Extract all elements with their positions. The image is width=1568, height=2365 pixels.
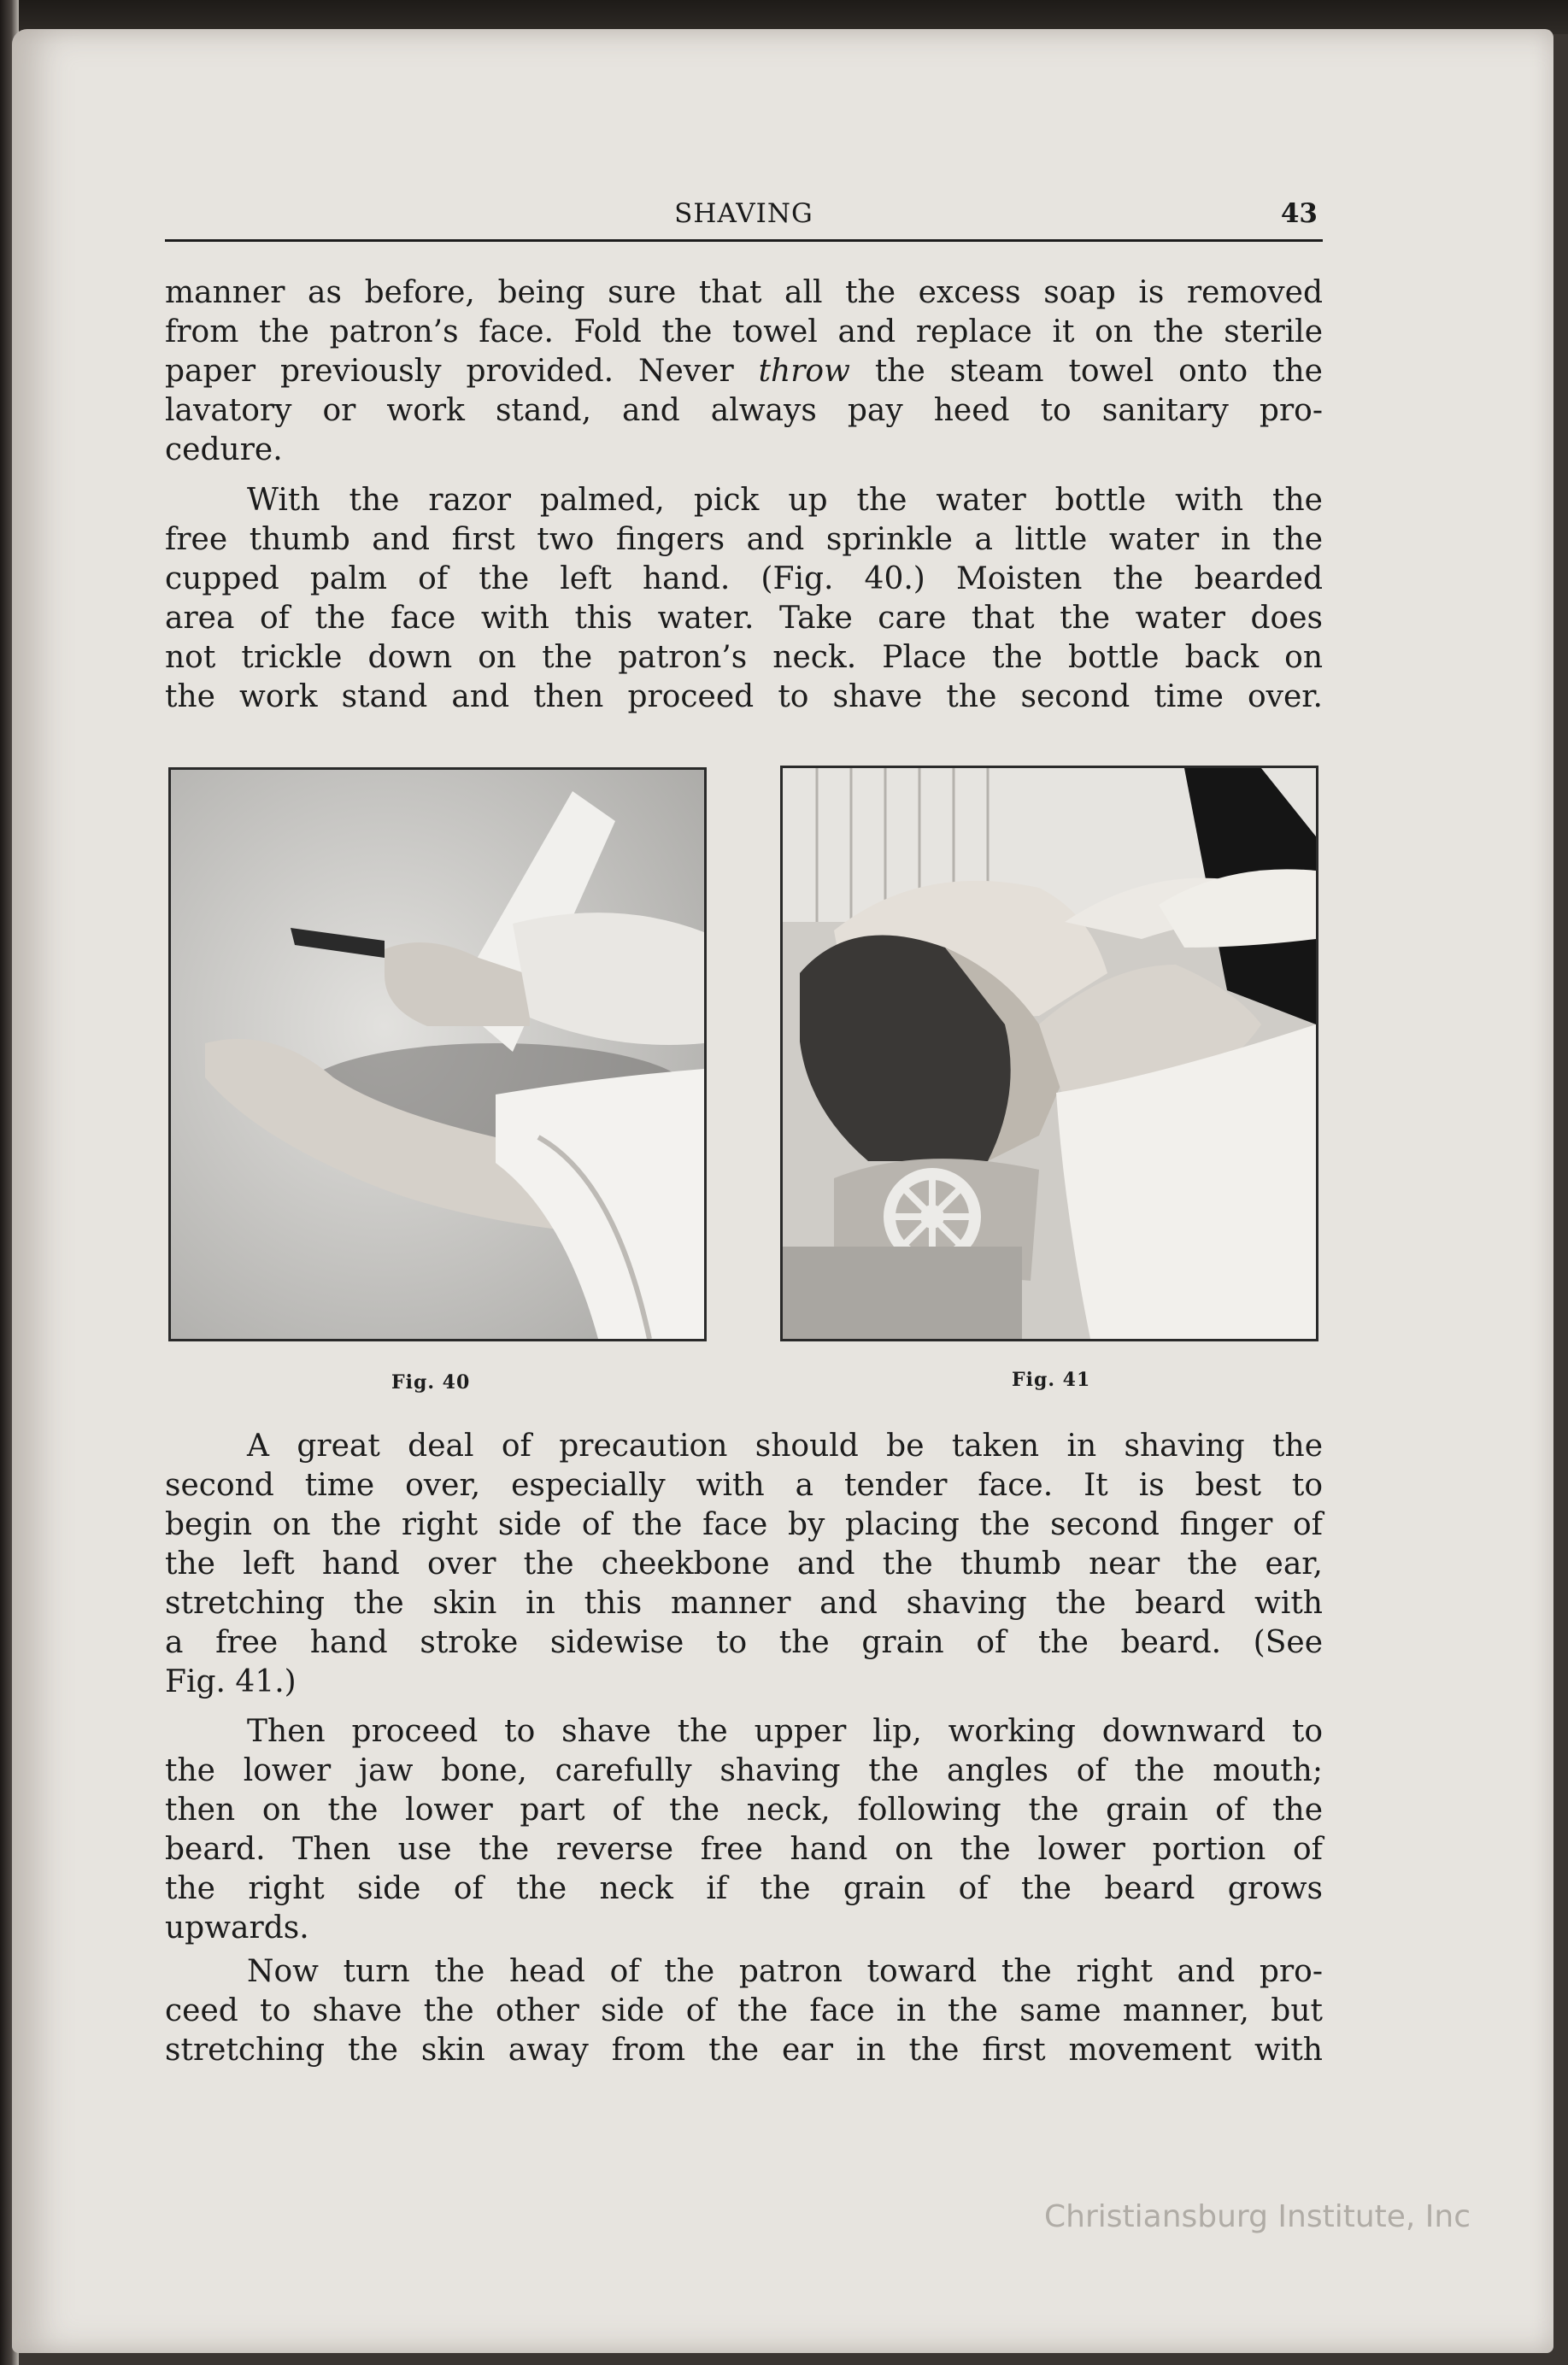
- text-line: the right side of the neck if the grain of the beard grows: [165, 1871, 1323, 1906]
- text-line: free thumb and first two fingers and sprinkle a little water in the: [165, 522, 1323, 557]
- text-line: stretching the skin in this manner and shaving the beard with: [165, 1586, 1323, 1621]
- text-line: from the patron’s face. Fold the towel and replace it on the sterile: [165, 314, 1323, 349]
- text-line: ceed to shave the other side of the face in the same manner, but: [165, 1993, 1323, 2028]
- text-line: stretching the skin away from the ear in the first movement with: [165, 2033, 1323, 2068]
- text-line: beard. Then use the reverse free hand on the lower portion of: [165, 1832, 1323, 1867]
- text-line: second time over, especially with a tender face. It is best to: [165, 1468, 1323, 1503]
- text-line: the work stand and then proceed to shave the second time over.: [165, 679, 1323, 714]
- paragraph-2: [165, 481, 1323, 717]
- running-head-title: SHAVING: [674, 198, 813, 229]
- text-line: Fig. 41.): [165, 1664, 297, 1699]
- text-line: cupped palm of the left hand. (Fig. 40.) Moisten the bearded: [165, 561, 1323, 596]
- italic-word: throw: [758, 354, 850, 389]
- paragraph-1: [165, 273, 1323, 470]
- paragraph-3: [165, 1427, 1323, 1702]
- text-line: lavatory or work stand, and always pay heed to sanitary pro-: [165, 393, 1323, 428]
- text-line: manner as before, being sure that all the excess soap is removed: [165, 275, 1323, 310]
- text-line: With the razor palmed, pick up the water bottle with the: [247, 483, 1323, 518]
- text-line: a free hand stroke sidewise to the grain of the beard. (See: [165, 1625, 1323, 1660]
- text-line: [165, 352, 1323, 391]
- text-line: the lower jaw bone, carefully shaving the angles of the mouth;: [165, 1753, 1323, 1788]
- text-line: not trickle down on the patron’s neck. Place the bottle back on: [165, 640, 1323, 675]
- text-line: A great deal of precaution should be taken in shaving the: [247, 1429, 1323, 1464]
- hands-water-razor-photo-icon: [171, 770, 704, 1339]
- page-number: 43: [1280, 198, 1318, 229]
- paragraph-4: [165, 1712, 1323, 1948]
- running-head: [165, 195, 1323, 242]
- text-fragment: the steam towel onto the: [874, 354, 1323, 389]
- text-line: the left hand over the cheekbone and the thumb near the ear,: [165, 1546, 1323, 1582]
- text-line: upwards.: [165, 1910, 309, 1945]
- text-fragment: paper previously provided. Never: [165, 354, 734, 389]
- paragraph-5: [165, 1952, 1323, 2070]
- figure-40-caption: Fig. 40: [391, 1371, 471, 1394]
- text-line: cedure.: [165, 432, 283, 467]
- text-line: Then proceed to shave the upper lip, working downward to: [247, 1714, 1323, 1749]
- barber-shaving-patron-photo-icon: [783, 768, 1316, 1339]
- figure-40-photo: [168, 767, 707, 1341]
- figure-41-photo: [780, 766, 1318, 1341]
- text-line: area of the face with this water. Take care that the water does: [165, 601, 1323, 636]
- text-line: Now turn the head of the patron toward the right and pro-: [247, 1954, 1323, 1989]
- figure-41-caption: Fig. 41: [1012, 1369, 1091, 1391]
- watermark-text: Christiansburg Institute, Inc: [1044, 2199, 1471, 2234]
- text-line: then on the lower part of the neck, following the grain of the: [165, 1793, 1323, 1828]
- text-line: begin on the right side of the face by placing the second finger of: [165, 1507, 1323, 1542]
